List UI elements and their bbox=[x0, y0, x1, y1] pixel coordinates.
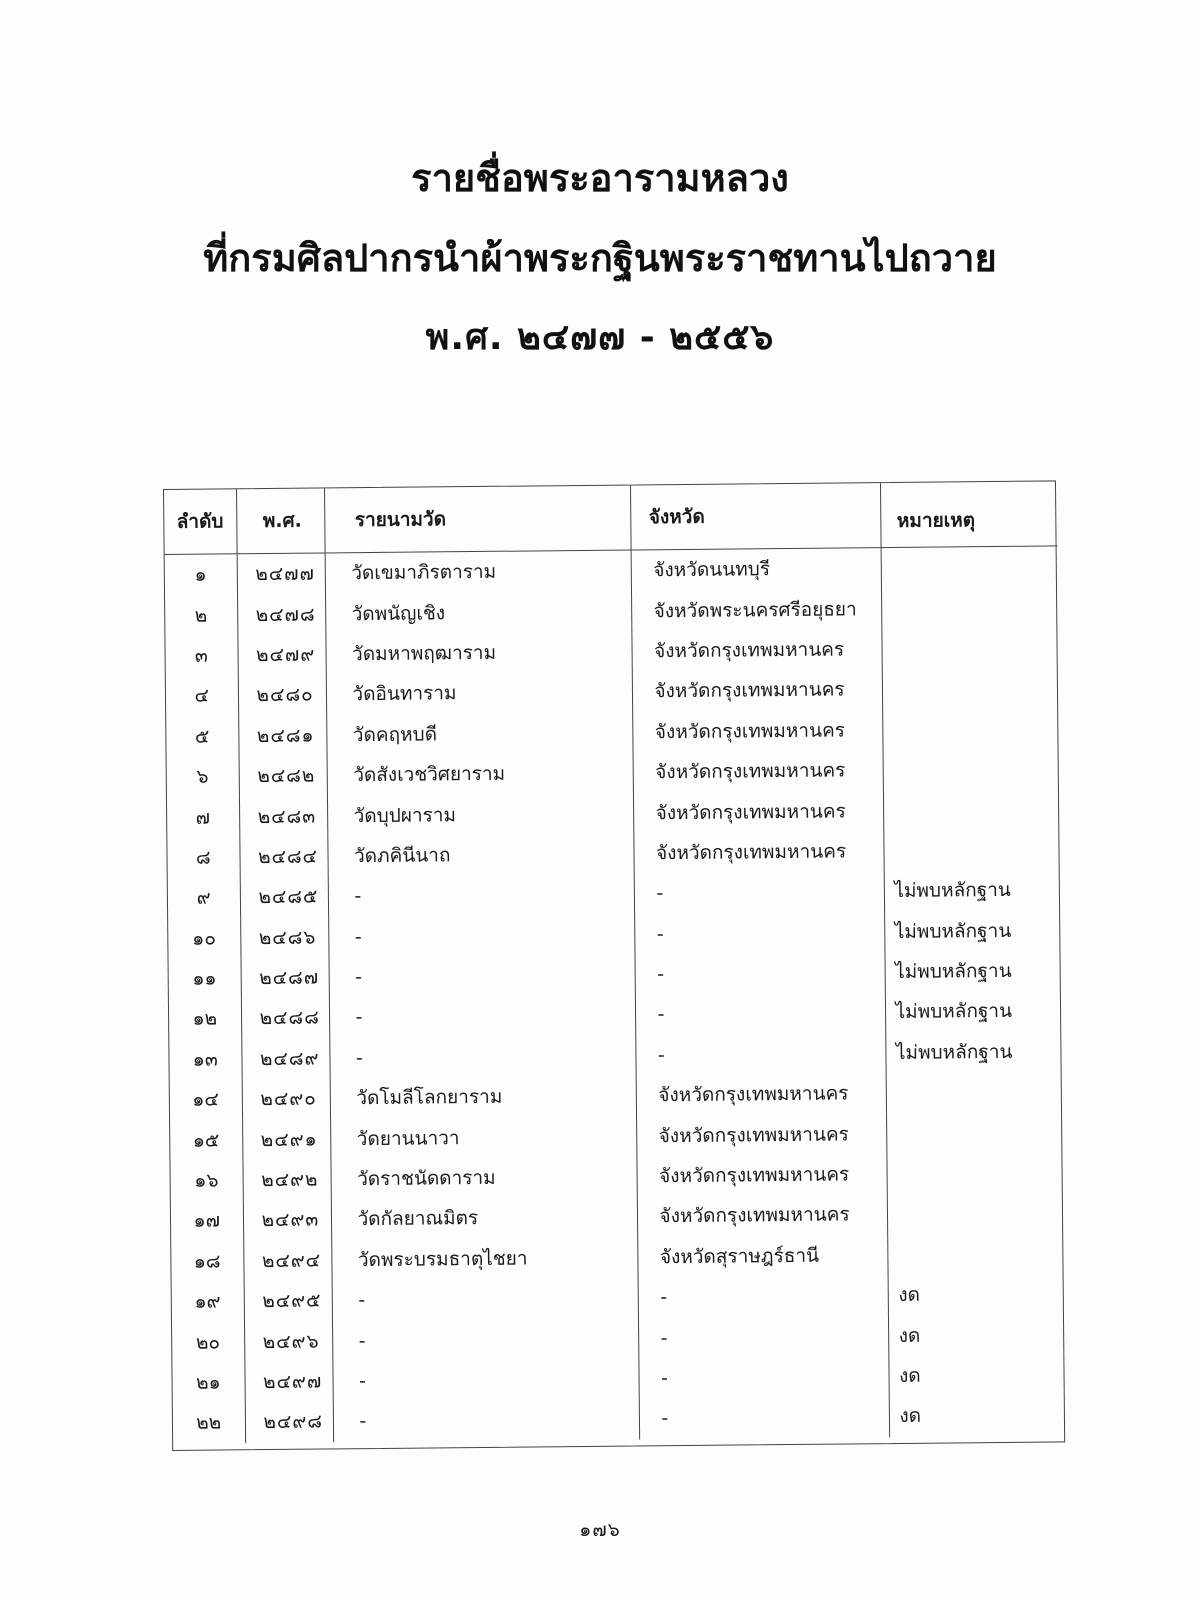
row-note: ไม่พบหลักฐาน bbox=[894, 919, 1012, 943]
title-block bbox=[0, 138, 1200, 378]
row-note bbox=[881, 627, 1058, 669]
row-note bbox=[887, 1233, 1064, 1275]
row-temple-name: - bbox=[332, 1358, 638, 1401]
row-temple-name: วัดคฤหบดี bbox=[326, 712, 632, 755]
table-header-row bbox=[164, 481, 1058, 554]
title-line-2: ที่กรมศิลปากรนำผ้าพระกฐินพระราชทานไปถวาย bbox=[203, 236, 997, 280]
row-year: ๒๔๙๘ bbox=[245, 1402, 333, 1443]
table-body bbox=[165, 546, 1066, 1444]
row-province: จังหวัดกรุงเทพมหานคร bbox=[636, 1114, 886, 1157]
row-temple-name: วัดกัลยาณมิตร bbox=[331, 1197, 637, 1240]
row-number: ๑ bbox=[165, 554, 237, 596]
row-number: ๑๐ bbox=[168, 918, 240, 959]
row-year: ๒๔๙๕ bbox=[244, 1280, 332, 1321]
row-year: ๒๔๙๖ bbox=[244, 1321, 332, 1362]
row-year: ๒๔๘๘ bbox=[241, 998, 329, 1039]
row-province: - bbox=[634, 871, 884, 914]
row-province: จังหวัดพระนครศรีอยุธยา bbox=[631, 589, 881, 632]
row-province: จังหวัดกรุงเทพมหานคร bbox=[636, 1073, 886, 1116]
row-province: - bbox=[635, 992, 885, 1035]
row-temple-name: วัดโมลีโลกยาราม bbox=[330, 1076, 636, 1119]
row-year: ๒๔๘๔ bbox=[239, 836, 327, 877]
row-year: ๒๔๘๐ bbox=[238, 675, 326, 716]
row-year: ๒๔๘๒ bbox=[239, 755, 327, 796]
row-note: งด bbox=[898, 1324, 921, 1347]
row-year: ๒๔๙๗ bbox=[244, 1361, 332, 1402]
row-year: ๒๔๗๗ bbox=[237, 553, 325, 595]
row-temple-name: วัดบุปผาราม bbox=[327, 793, 633, 836]
row-note bbox=[887, 1193, 1064, 1235]
row-temple-name: - bbox=[332, 1318, 638, 1361]
row-note bbox=[882, 708, 1059, 750]
row-province: - bbox=[634, 912, 884, 955]
title-line-1: รายชื่อพระอารามหลวง bbox=[411, 156, 789, 200]
row-province: จังหวัดนนทบุรี bbox=[631, 548, 881, 591]
row-number: ๒๒ bbox=[173, 1402, 245, 1443]
header-note: หมายเหตุ bbox=[880, 481, 1058, 547]
row-province: - bbox=[635, 1033, 885, 1076]
row-number: ๓ bbox=[165, 635, 237, 676]
row-year: ๒๔๙๒ bbox=[242, 1159, 330, 1200]
row-note: งด bbox=[898, 1364, 921, 1387]
row-province: จังหวัดกรุงเทพมหานคร bbox=[633, 831, 883, 874]
row-number: ๙ bbox=[168, 877, 240, 918]
row-number: ๑๘ bbox=[171, 1241, 243, 1282]
table-row bbox=[173, 1395, 1066, 1444]
row-temple-name: วัดอินทาราม bbox=[326, 672, 632, 715]
row-number: ๑๒ bbox=[169, 999, 241, 1040]
row-temple-name: วัดสังเวชวิศยาราม bbox=[327, 752, 633, 795]
row-number: ๒ bbox=[165, 595, 237, 636]
row-note: ไม่พบหลักฐาน bbox=[895, 1040, 1013, 1064]
row-number: ๘ bbox=[167, 837, 239, 878]
header-province: จังหวัด bbox=[630, 483, 881, 550]
row-number: ๕ bbox=[166, 716, 238, 757]
row-temple-name: วัดภคินีนาถ bbox=[327, 833, 633, 876]
row-temple-name: วัดพนัญเชิง bbox=[325, 591, 631, 634]
row-note bbox=[882, 668, 1059, 710]
row-temple-name: วัดมหาพฤฒาราม bbox=[325, 631, 631, 674]
row-note: ไม่พบหลักฐาน bbox=[894, 879, 1011, 903]
title-year-range: พ.ศ. ๒๔๗๗ - ๒๕๕๖ bbox=[425, 317, 775, 358]
row-number: ๑๔ bbox=[170, 1079, 242, 1120]
row-province: - bbox=[638, 1316, 888, 1359]
row-temple-name: - bbox=[333, 1399, 639, 1442]
row-note bbox=[881, 587, 1058, 629]
row-province: จังหวัดกรุงเทพมหานคร bbox=[636, 1154, 886, 1197]
row-temple-name: วัดยานนาวา bbox=[330, 1116, 636, 1159]
row-number: ๑๙ bbox=[172, 1281, 244, 1322]
row-province: - bbox=[638, 1275, 888, 1318]
row-temple-name: - bbox=[329, 995, 635, 1038]
temple-table-frame bbox=[163, 480, 1065, 1451]
row-province: จังหวัดกรุงเทพมหานคร bbox=[637, 1194, 887, 1237]
row-province: จังหวัดกรุงเทพมหานคร bbox=[631, 629, 881, 672]
header-no: ลำดับ bbox=[164, 489, 237, 554]
temple-table bbox=[164, 481, 1066, 1443]
row-number: ๒๑ bbox=[172, 1362, 244, 1403]
row-year: ๒๔๙๑ bbox=[242, 1119, 330, 1160]
row-province: จังหวัดกรุงเทพมหานคร bbox=[633, 750, 883, 793]
row-note bbox=[883, 748, 1060, 790]
row-year: ๒๔๘๕ bbox=[240, 877, 328, 918]
row-note: ไม่พบหลักฐาน bbox=[895, 959, 1012, 984]
header-temple-name: รายนามวัด bbox=[324, 486, 631, 553]
row-note: งด bbox=[899, 1405, 922, 1428]
row-number: ๔ bbox=[166, 675, 238, 716]
row-number: ๑๗ bbox=[171, 1201, 243, 1242]
row-temple-name: - bbox=[328, 914, 634, 957]
row-number: ๒๐ bbox=[172, 1322, 244, 1363]
row-year: ๒๔๘๙ bbox=[241, 1038, 329, 1079]
row-year: ๒๔๘๓ bbox=[239, 796, 327, 837]
row-temple-name: - bbox=[329, 1035, 635, 1078]
row-note bbox=[886, 1112, 1063, 1154]
row-province: จังหวัดกรุงเทพมหานคร bbox=[633, 790, 883, 833]
row-number: ๖ bbox=[167, 756, 239, 797]
row-province: จังหวัดสุราษฎร์ธานี bbox=[637, 1235, 887, 1278]
row-number: ๑๕ bbox=[170, 1120, 242, 1161]
row-year: ๒๔๗๙ bbox=[237, 634, 325, 675]
row-number: ๑๖ bbox=[170, 1160, 242, 1201]
header-year: พ.ศ. bbox=[236, 488, 325, 553]
page-number: ๑๗๖ bbox=[579, 1519, 621, 1541]
row-note bbox=[886, 1152, 1063, 1194]
row-temple-name: วัดเขมาภิรตาราม bbox=[325, 550, 631, 594]
row-year: ๒๔๙๐ bbox=[242, 1079, 330, 1120]
row-note: งด bbox=[898, 1283, 921, 1307]
row-province: - bbox=[638, 1356, 888, 1399]
row-year: ๒๔๗๘ bbox=[237, 594, 325, 635]
row-province: จังหวัดกรุงเทพมหานคร bbox=[632, 710, 882, 753]
row-number: ๑๑ bbox=[169, 958, 241, 999]
row-year: ๒๔๙๔ bbox=[243, 1240, 331, 1281]
row-year: ๒๔๘๑ bbox=[238, 715, 326, 756]
row-temple-name: - bbox=[329, 954, 635, 997]
row-temple-name: - bbox=[332, 1278, 638, 1321]
row-note bbox=[886, 1071, 1063, 1113]
row-number: ๑๓ bbox=[169, 1039, 241, 1080]
row-province: - bbox=[634, 952, 884, 995]
row-number: ๗ bbox=[167, 797, 239, 838]
row-note bbox=[883, 789, 1060, 831]
row-note: ไม่พบหลักฐาน bbox=[895, 1000, 1013, 1024]
row-year: ๒๔๘๗ bbox=[241, 957, 329, 998]
row-temple-name: - bbox=[328, 874, 634, 917]
row-temple-name: วัดราชนัดดาราม bbox=[330, 1156, 636, 1199]
row-year: ๒๔๙๓ bbox=[243, 1200, 331, 1241]
row-province: - bbox=[639, 1396, 889, 1439]
row-note bbox=[881, 546, 1058, 589]
row-temple-name: วัดพระบรมธาตุไชยา bbox=[331, 1237, 637, 1280]
row-note bbox=[883, 829, 1060, 871]
row-year: ๒๔๘๖ bbox=[240, 917, 328, 958]
row-province: จังหวัดกรุงเทพมหานคร bbox=[632, 669, 882, 712]
